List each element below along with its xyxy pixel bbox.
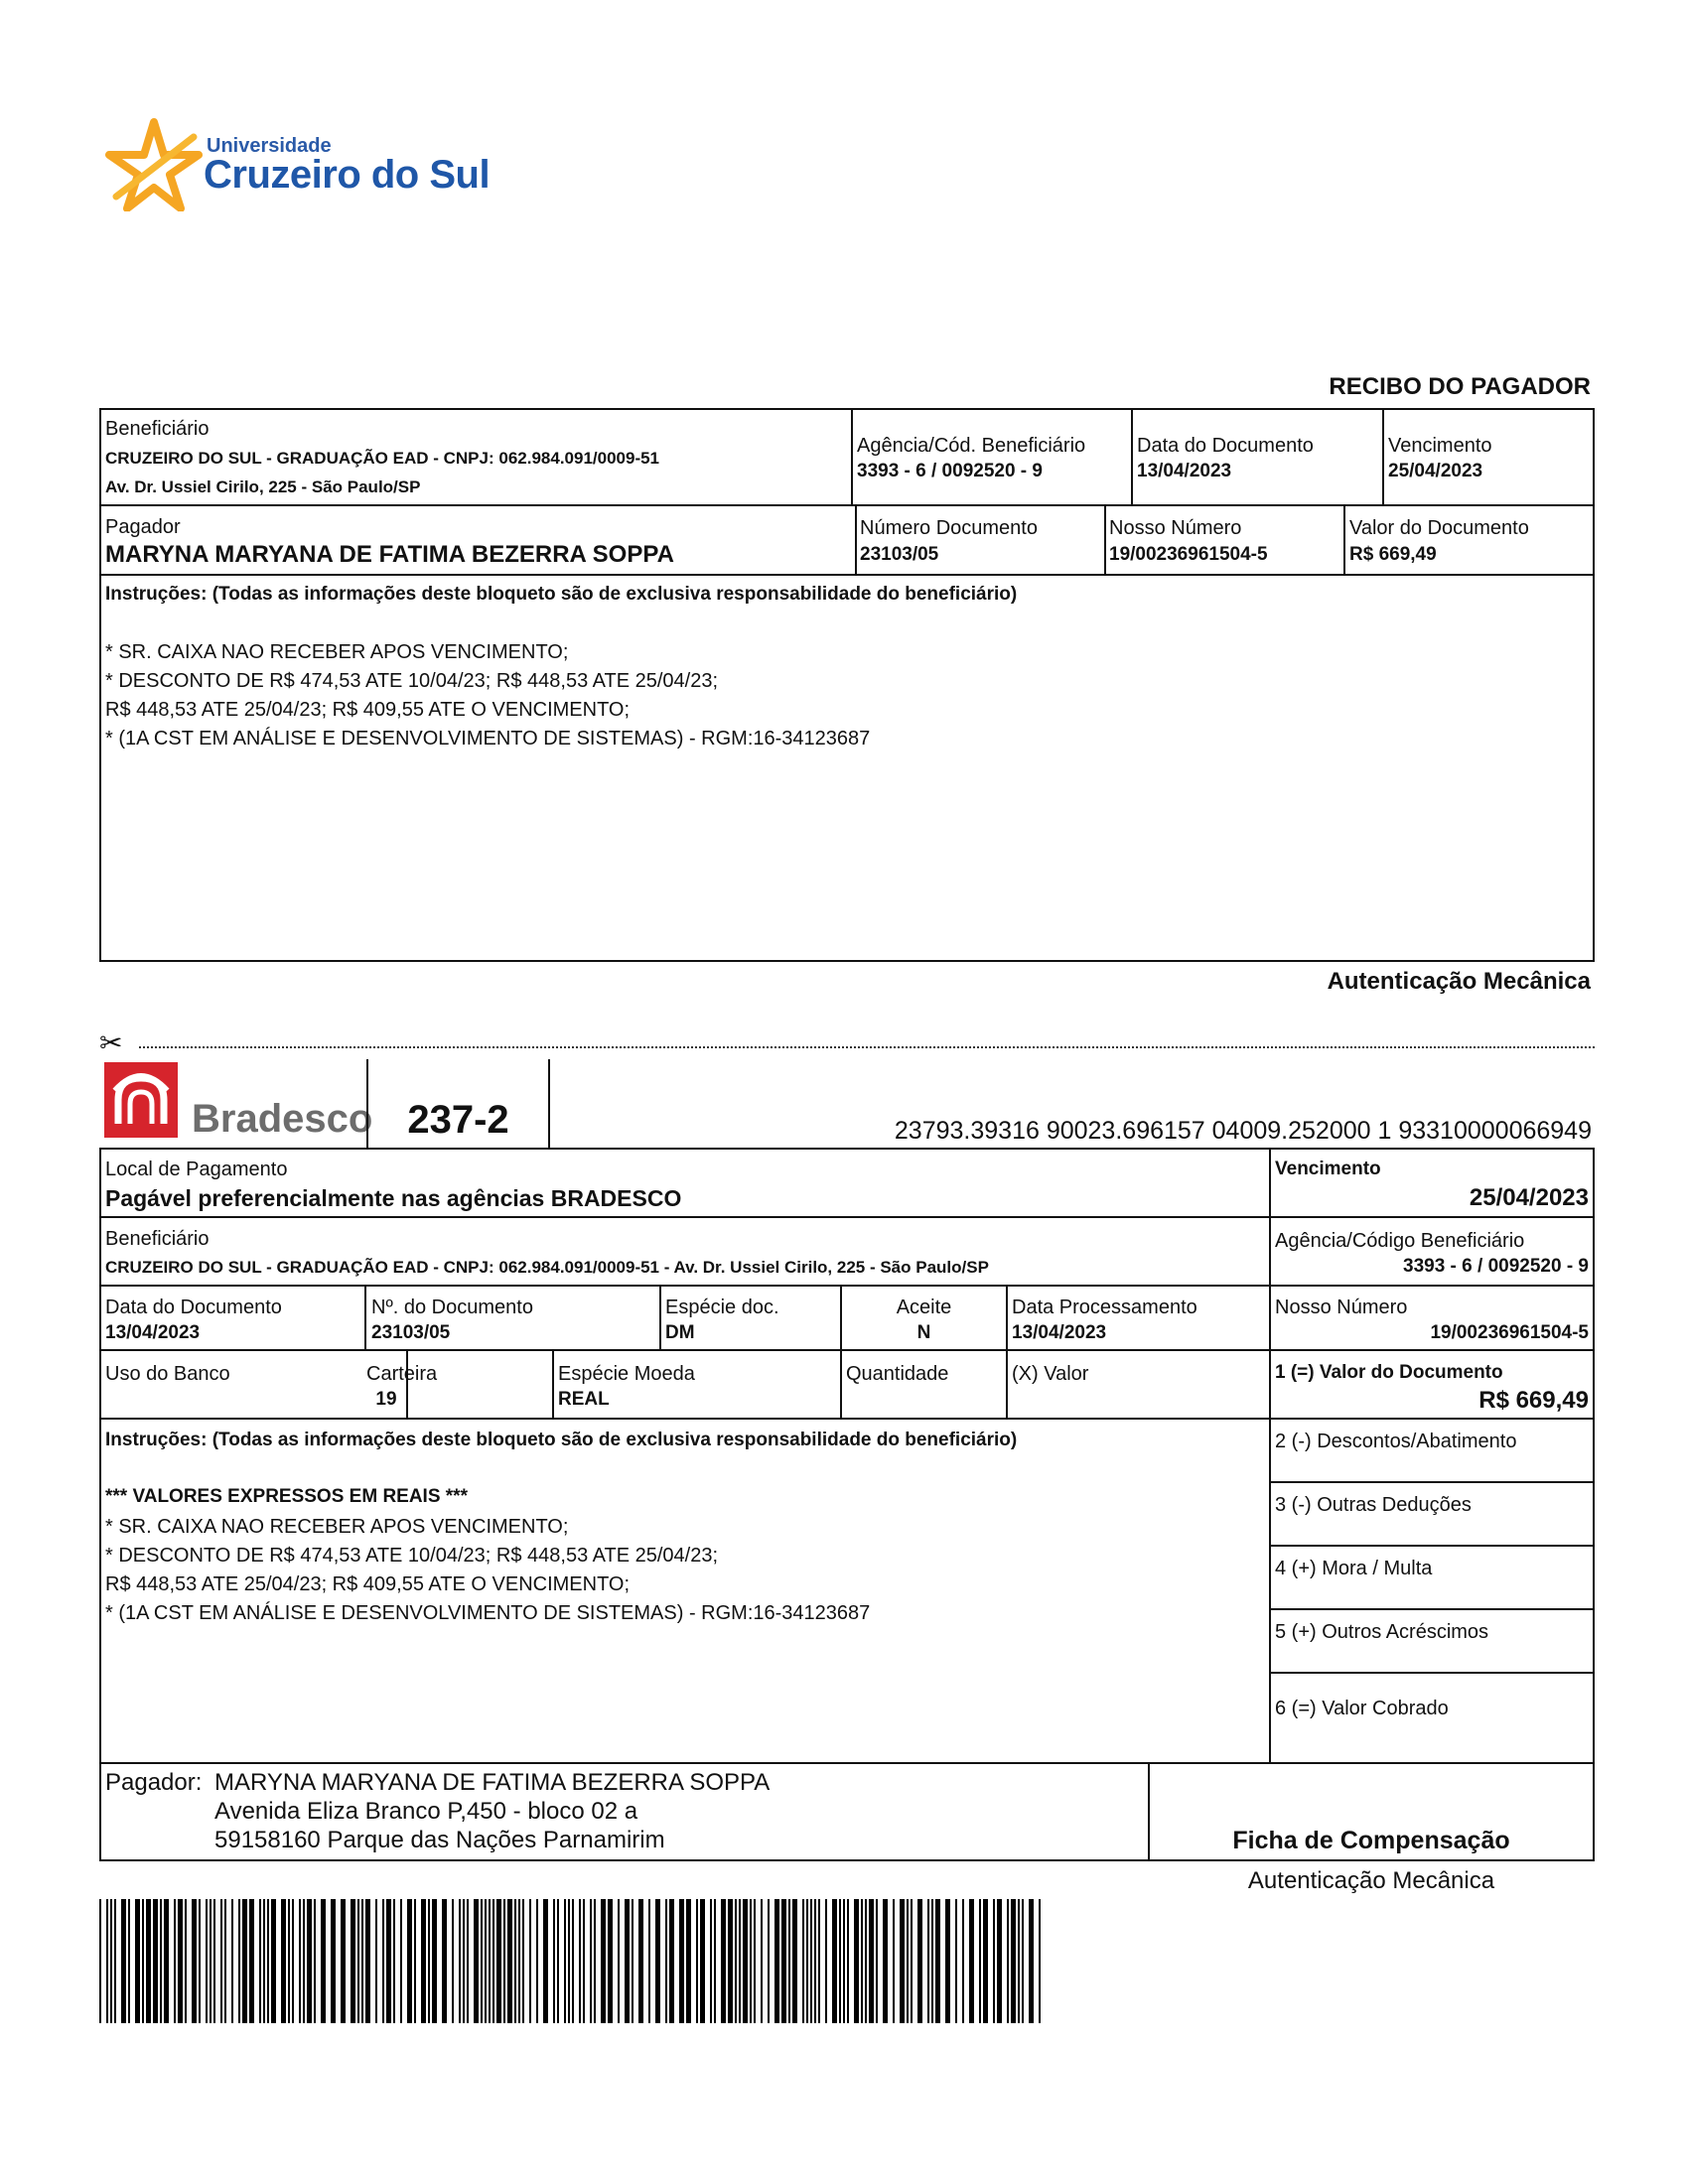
barcode [99, 1899, 1045, 2023]
barcode-bar [1007, 1899, 1009, 2023]
receipt-beneficiario-line1: CRUZEIRO DO SUL - GRADUAÇÃO EAD - CNPJ: 062.984.091/0009-51 [105, 449, 660, 468]
barcode-bar [669, 1899, 674, 2023]
especie-moeda-label: Espécie Moeda [558, 1363, 695, 1385]
barcode-bar [536, 1899, 538, 2023]
slip-nosso-num-label: Nosso Número [1275, 1297, 1408, 1318]
barcode-bar [307, 1899, 312, 2023]
barcode-bar [768, 1899, 770, 2023]
barcode-bar [160, 1899, 162, 2023]
barcode-bar [806, 1899, 808, 2023]
barcode-bar [321, 1899, 326, 2023]
barcode-bar [178, 1899, 183, 2023]
barcode-bar [814, 1899, 816, 2023]
slip-agencia-value: 3393 - 6 / 0092520 - 9 [1403, 1256, 1589, 1277]
barcode-bar [739, 1899, 741, 2023]
barcode-bar [463, 1899, 465, 2023]
barcode-bar [224, 1899, 226, 2023]
slip-aceite-label: Aceite [896, 1297, 952, 1318]
barcode-bar [206, 1899, 208, 2023]
slip-valor-doc-label: 1 (=) Valor do Documento [1275, 1362, 1503, 1383]
barcode-bar [601, 1899, 606, 2023]
barcode-bar [679, 1899, 684, 2023]
barcode-bar [400, 1899, 402, 2023]
ficha-compensacao: Ficha de Compensação [1232, 1827, 1510, 1854]
receipt-nosso-num-label: Nosso Número [1109, 517, 1242, 539]
receipt-data-doc-label: Data do Documento [1137, 435, 1314, 457]
scissors-icon: ✂ [99, 1027, 123, 1058]
barcode-bar [743, 1899, 748, 2023]
slip-instrucoes-title: Instruções: (Todas as informações deste bloqueto são de exclusiva responsabilidade do beneficiário) [105, 1430, 1018, 1450]
slip-num-doc-label: Nº. do Documento [371, 1297, 533, 1318]
barcode-bar [231, 1899, 233, 2023]
barcode-bar [754, 1899, 756, 2023]
barcode-bar [625, 1899, 630, 2023]
barcode-bar [292, 1899, 294, 2023]
barcode-bar [1022, 1899, 1024, 2023]
barcode-bar [935, 1899, 940, 2023]
barcode-bar [993, 1899, 995, 2023]
barcode-bar [185, 1899, 187, 2023]
barcode-bar [818, 1899, 820, 2023]
slip-num-doc-value: 23103/05 [371, 1322, 451, 1343]
barcode-bar [750, 1899, 752, 2023]
receipt-instrucao-line: * SR. CAIXA NAO RECEBER APOS VENCIMENTO; [105, 641, 569, 663]
barcode-bar [655, 1899, 660, 2023]
barcode-bar [485, 1899, 487, 2023]
barcode-bar [847, 1899, 849, 2023]
barcode-bar [146, 1899, 151, 2023]
barcode-bar [428, 1899, 430, 2023]
receipt-nosso-num-value: 19/00236961504-5 [1109, 544, 1268, 565]
barcode-bar [792, 1899, 797, 2023]
barcode-bar [583, 1899, 585, 2023]
slip-data-doc-value: 13/04/2023 [105, 1322, 201, 1343]
barcode-bar [1018, 1899, 1020, 2023]
slip-data-proc-value: 13/04/2023 [1012, 1322, 1107, 1343]
barcode-bar [788, 1899, 790, 2023]
barcode-bar [375, 1899, 377, 2023]
barcode-bar [1039, 1899, 1041, 2023]
receipt-vencimento-value: 25/04/2023 [1388, 461, 1483, 481]
barcode-bar [474, 1899, 479, 2023]
barcode-bar [931, 1899, 933, 2023]
barcode-bar [979, 1899, 981, 2023]
barcode-bar [686, 1899, 691, 2023]
bank-name: Bradesco [192, 1097, 373, 1141]
barcode-bar [927, 1899, 929, 2023]
barcode-bar [492, 1899, 494, 2023]
receipt-agencia-value: 3393 - 6 / 0092520 - 9 [857, 461, 1043, 481]
receipt-instrucao-line: * DESCONTO DE R$ 474,53 ATE 10/04/23; R$ 448,53 ATE 25/04/23; [105, 670, 719, 692]
receipt-pagador-value: MARYNA MARYANA DE FATIMA BEZERRA SOPPA [105, 541, 674, 568]
receipt-valor-doc-label: Valor do Documento [1349, 517, 1529, 539]
barcode-bar [414, 1899, 416, 2023]
barcode-bar [638, 1899, 643, 2023]
barcode-bar [110, 1899, 112, 2023]
barcode-bar [452, 1899, 454, 2023]
barcode-bar [893, 1899, 895, 2023]
barcode-bar [618, 1899, 620, 2023]
barcode-bar [564, 1899, 566, 2023]
slip-instrucao-line: * DESCONTO DE R$ 474,53 ATE 10/04/23; R$ 448,53 ATE 25/04/23; [105, 1545, 719, 1567]
carteira-value: 19 [375, 1389, 397, 1410]
barcode-bar [761, 1899, 763, 2023]
receipt-title: RECIBO DO PAGADOR [1329, 373, 1591, 400]
bank-code: 237-2 [407, 1098, 509, 1142]
pagador-address-line2: 59158160 Parque das Nações Parnamirim [214, 1827, 665, 1853]
slip-autenticacao: Autenticação Mecânica [1247, 1867, 1495, 1894]
barcode-bar [361, 1899, 363, 2023]
barcode-bar [210, 1899, 211, 2023]
barcode-bar [869, 1899, 874, 2023]
slip-data-proc-label: Data Processamento [1012, 1297, 1197, 1318]
barcode-bar [700, 1899, 705, 2023]
slip-vencimento-value: 25/04/2023 [1469, 1184, 1589, 1211]
barcode-bar [114, 1899, 116, 2023]
receipt-vencimento-label: Vencimento [1388, 435, 1492, 457]
slip-vencimento-label: Vencimento [1275, 1159, 1381, 1179]
barcode-bar [781, 1899, 786, 2023]
slip-especie-doc-label: Espécie doc. [665, 1297, 779, 1318]
receipt-beneficiario-label: Beneficiário [105, 418, 210, 440]
barcode-bar [281, 1899, 286, 2023]
bradesco-logo [104, 1062, 373, 1142]
barcode-bar [696, 1899, 698, 2023]
slip-instrucao-line: * SR. CAIXA NAO RECEBER APOS VENCIMENTO; [105, 1516, 569, 1538]
barcode-bar [213, 1899, 215, 2023]
mora-multa-label: 4 (+) Mora / Multa [1275, 1558, 1433, 1579]
barcode-bar [572, 1899, 574, 2023]
barcode-bar [522, 1899, 524, 2023]
receipt-autenticacao: Autenticação Mecânica [1327, 968, 1591, 995]
barcode-bar [259, 1899, 261, 2023]
barcode-bar [590, 1899, 592, 2023]
barcode-bar [249, 1899, 254, 2023]
slip-nosso-num-value: 19/00236961504-5 [1430, 1322, 1589, 1343]
barcode-bar [774, 1899, 779, 2023]
receipt-agencia-label: Agência/Cód. Beneficiário [857, 435, 1086, 457]
barcode-bar [263, 1899, 265, 2023]
barcode-bar [393, 1899, 395, 2023]
logo-line2: Cruzeiro do Sul [204, 153, 491, 197]
barcode-bar [299, 1899, 301, 2023]
barcode-bar [865, 1899, 867, 2023]
barcode-bar [608, 1899, 613, 2023]
barcode-bar [303, 1899, 305, 2023]
barcode-bar [843, 1899, 845, 2023]
carteira-label: Carteira [366, 1363, 438, 1385]
barcode-bar [357, 1899, 359, 2023]
slip-aceite-value: N [916, 1322, 931, 1343]
barcode-bar [467, 1899, 469, 2023]
barcode-bar [192, 1899, 197, 2023]
barcode-bar [128, 1899, 130, 2023]
barcode-bar [969, 1899, 974, 2023]
barcode-bar [825, 1899, 827, 2023]
outros-acrescimos-label: 5 (+) Outros Acréscimos [1275, 1621, 1489, 1643]
especie-moeda-value: REAL [558, 1389, 610, 1410]
barcode-bar [507, 1899, 512, 2023]
barcode-bar [710, 1899, 712, 2023]
barcode-bar [810, 1899, 812, 2023]
slip-beneficiario-value: CRUZEIRO DO SUL - GRADUAÇÃO EAD - CNPJ: 062.984.091/0009-51 - Av. Dr. Ussiel Cirilo, 225 - São Paulo/SP [105, 1258, 989, 1277]
barcode-bar [331, 1899, 336, 2023]
barcode-bar [382, 1899, 384, 2023]
barcode-bar [962, 1899, 964, 2023]
barcode-bar [351, 1899, 355, 2023]
barcode-bar [839, 1899, 841, 2023]
barcode-bar [99, 1899, 101, 2023]
barcode-bar [442, 1899, 447, 2023]
slip-data-doc-label: Data do Documento [105, 1297, 282, 1318]
slip-agencia-label: Agência/Código Beneficiário [1275, 1230, 1525, 1252]
barcode-bar [267, 1899, 269, 2023]
barcode-bar [553, 1899, 555, 2023]
barcode-bar [861, 1899, 863, 2023]
barcode-bar [106, 1899, 108, 2023]
barcode-bar [432, 1899, 437, 2023]
logo-line1: Universidade [207, 135, 332, 157]
local-pagamento-label: Local de Pagamento [105, 1159, 288, 1180]
barcode-bar [314, 1899, 316, 2023]
barcode-bar [242, 1899, 247, 2023]
receipt-beneficiario-line2: Av. Dr. Ussiel Cirilo, 225 - São Paulo/SP [105, 478, 421, 496]
barcode-bar [238, 1899, 240, 2023]
barcode-bar [365, 1899, 370, 2023]
barcode-bar [121, 1899, 126, 2023]
slip-especie-doc-value: DM [665, 1322, 695, 1343]
barcode-bar [997, 1899, 1002, 2023]
barcode-bar [153, 1899, 158, 2023]
barcode-bar [496, 1899, 501, 2023]
receipt-num-doc-value: 23103/05 [860, 544, 939, 565]
pagador-name: MARYNA MARYANA DE FATIMA BEZERRA SOPPA [214, 1769, 771, 1796]
receipt-instrucoes-title: Instruções: (Todas as informações deste bloqueto são de exclusiva responsabilidade do beneficiário) [105, 584, 1018, 605]
barcode-bar [220, 1899, 222, 2023]
linha-digitavel: 23793.39316 90023.696157 04009.252000 1 93310000066949 [894, 1117, 1592, 1145]
barcode-bar [802, 1899, 804, 2023]
barcode-bar [481, 1899, 483, 2023]
barcode-bar [164, 1899, 169, 2023]
receipt-instrucao-line: R$ 448,53 ATE 25/04/23; R$ 409,55 ATE O VENCIMENTO; [105, 699, 631, 721]
bradesco-tree-icon [104, 1062, 178, 1138]
receipt-num-doc-label: Número Documento [860, 517, 1038, 539]
barcode-bar [955, 1899, 957, 2023]
outras-deducoes-label: 3 (-) Outras Deduções [1275, 1494, 1472, 1516]
uso-banco-label: Uso do Banco [105, 1363, 230, 1385]
barcode-bar [288, 1899, 290, 2023]
barcode-bar [1011, 1899, 1016, 2023]
slip-instrucao-line: R$ 448,53 ATE 25/04/23; R$ 409,55 ATE O VENCIMENTO; [105, 1573, 631, 1595]
receipt-instrucao-line: * (1A CST EM ANÁLISE E DESENVOLVIMENTO DE SISTEMAS) - RGM:16-34123687 [105, 728, 871, 750]
barcode-bar [907, 1899, 909, 2023]
barcode-bar [514, 1899, 516, 2023]
barcode-bar [557, 1899, 559, 2023]
university-logo [104, 117, 521, 211]
barcode-bar [421, 1899, 426, 2023]
barcode-bar [665, 1899, 667, 2023]
valor-cobrado-label: 6 (=) Valor Cobrado [1275, 1698, 1449, 1719]
barcode-bar [917, 1899, 922, 2023]
barcode-bar [199, 1899, 201, 2023]
slip-valor-doc-value: R$ 669,49 [1478, 1387, 1589, 1414]
barcode-bar [407, 1899, 412, 2023]
barcode-bar [386, 1899, 391, 2023]
barcode-bar [883, 1899, 888, 2023]
barcode-bar [945, 1899, 950, 2023]
barcode-bar [341, 1899, 346, 2023]
barcode-bar [579, 1899, 581, 2023]
barcode-bar [728, 1899, 733, 2023]
receipt-pagador-label: Pagador [105, 516, 181, 538]
pagador-address-line1: Avenida Eliza Branco P,450 - bloco 02 a [214, 1798, 638, 1825]
barcode-bar [876, 1899, 878, 2023]
barcode-bar [594, 1899, 596, 2023]
slip-instrucao-line: * (1A CST EM ANÁLISE E DESENVOLVIMENTO DE SISTEMAS) - RGM:16-34123687 [105, 1602, 871, 1624]
barcode-bar [632, 1899, 633, 2023]
barcode-bar [714, 1899, 716, 2023]
slip-beneficiario-label: Beneficiário [105, 1228, 210, 1250]
barcode-bar [543, 1899, 548, 2023]
barcode-bar [900, 1899, 905, 2023]
cut-line [139, 1046, 1595, 1048]
barcode-bar [142, 1899, 144, 2023]
barcode-bar [735, 1899, 737, 2023]
pagador-prefix: Pagador: [105, 1769, 203, 1796]
barcode-bar [518, 1899, 520, 2023]
barcode-bar [721, 1899, 726, 2023]
receipt-valor-doc-value: R$ 669,49 [1349, 544, 1437, 565]
barcode-bar [1029, 1899, 1034, 2023]
receipt-data-doc-value: 13/04/2023 [1137, 461, 1232, 481]
barcode-bar [489, 1899, 491, 2023]
barcode-bar [911, 1899, 913, 2023]
barcode-bar [529, 1899, 531, 2023]
quantidade-label: Quantidade [846, 1363, 949, 1385]
local-pagamento-value: Pagável preferencialmente nas agências BRADESCO [105, 1185, 682, 1211]
descontos-label: 2 (-) Descontos/Abatimento [1275, 1431, 1517, 1452]
valores-reais: *** VALORES EXPRESSOS EM REAIS *** [105, 1486, 468, 1507]
barcode-bar [832, 1899, 837, 2023]
barcode-bar [983, 1899, 988, 2023]
barcode-bar [568, 1899, 570, 2023]
barcode-bar [459, 1899, 461, 2023]
barcode-bar [174, 1899, 176, 2023]
barcode-bar [648, 1899, 650, 2023]
barcode-bar [503, 1899, 505, 2023]
barcode-bar [854, 1899, 859, 2023]
barcode-bar [271, 1899, 276, 2023]
barcode-bar [135, 1899, 140, 2023]
x-valor-label: (X) Valor [1012, 1363, 1089, 1385]
star-icon [104, 117, 204, 211]
